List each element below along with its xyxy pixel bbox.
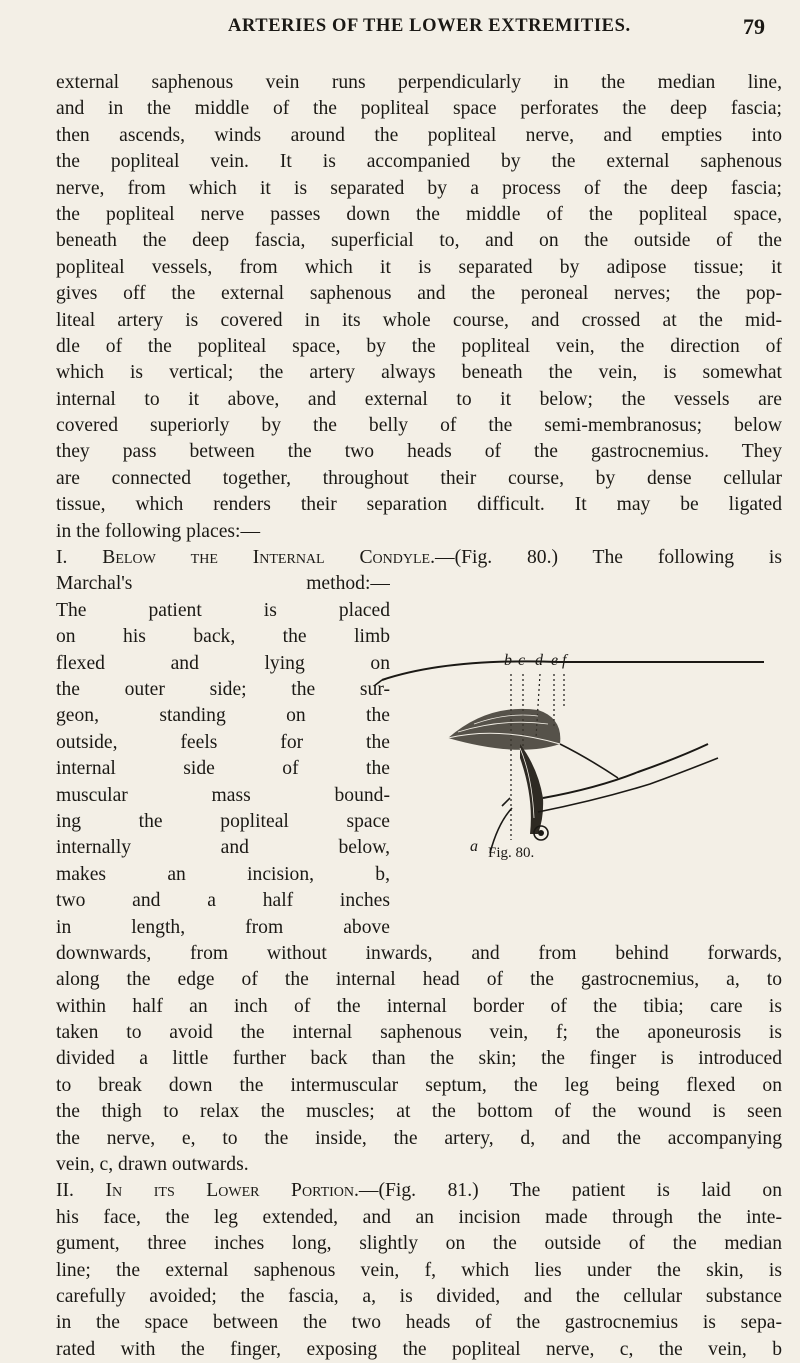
text-line: along the edge of the internal head of the gastrocnemius, a, to [56, 969, 782, 991]
text-line: beneath the deep fascia, superficial to, and on the outside of the [56, 230, 782, 252]
text-line: Marchal's method:— [56, 573, 390, 595]
section-1-first-line: I. Below the Internal Condyle.—(Fig. 80.) The following is [56, 547, 782, 569]
text-line: the thigh to relax the muscles; at the bottom of the wound is seen [56, 1101, 782, 1123]
text-line: flexed and lying on [56, 652, 390, 674]
text-line: gives off the external saphenous and the peroneal nerves; the pop- [56, 283, 782, 305]
text-line: internally and below, [56, 837, 390, 859]
text-line: in length, from above [56, 916, 390, 938]
fig-letter-e: e [551, 652, 559, 669]
text-line: external saphenous vein runs perpendicularly in the median line, [56, 72, 782, 93]
paragraph-1 [56, 70, 782, 545]
text-line: on his back, the limb [56, 626, 390, 648]
text-line: outside, feels for the [56, 731, 390, 753]
text-line: rated with the finger, exposing the popliteal nerve, c, the vein, b [56, 1338, 782, 1360]
text-line: two and a half inches [56, 890, 390, 912]
page-number: 79 [743, 14, 765, 39]
running-head [0, 14, 800, 44]
text-line: downwards, from without inwards, and from behind forwards, [56, 942, 782, 964]
text-line: nerve, from which it is separated by a process of the deep fascia; [56, 177, 782, 199]
section-2-heading: II. In its Lower Portion. [56, 1180, 359, 1202]
text-line: in the space between the two heads of the gastrocnemius is sepa- [56, 1312, 782, 1334]
running-title: ARTERIES OF THE LOWER EXTREMITIES. [228, 16, 631, 36]
text-line: tissue, which renders their separation difficult. It may be ligated [56, 494, 782, 516]
text-line: the nerve, e, to the inside, the artery, d, and the accompanying [56, 1127, 782, 1149]
text-line: his face, the leg extended, and an incision made through the inte- [56, 1206, 782, 1228]
text-line: divided a little further back than the skin; the finger is introduced [56, 1048, 782, 1070]
text-line: the popliteal vein. It is accompanied by the external saphenous [56, 151, 782, 173]
fig-letter-b: b [504, 652, 512, 669]
text-line: to break down the intermuscular septum, the leg being flexed on [56, 1074, 782, 1096]
text-line: internal to it above, and external to it below; the vessels are [56, 388, 782, 410]
text-line: liteal artery is covered in its whole course, and crossed at the mid- [56, 309, 782, 331]
text-line: muscular mass bound- [56, 784, 390, 806]
text-line: are connected together, throughout their course, by dense cellular [56, 467, 782, 489]
section-1-rest [56, 941, 782, 1179]
section-2-rest [56, 1205, 782, 1363]
text-line: dle of the popliteal space, by the popliteal vein, the direction of [56, 335, 782, 357]
text-line: The patient is placed [56, 599, 390, 621]
text-line: which is vertical; the artery always beneath the vein, is somewhat [56, 362, 782, 384]
text-line: the popliteal nerve passes down the middle of the popliteal space, [56, 203, 782, 225]
text-line: ing the popliteal space [56, 810, 390, 832]
figure-caption: Fig. 80. [488, 845, 535, 861]
text-line: popliteal vessels, from which it is separated by adipose tissue; it [56, 256, 782, 278]
text-line: and in the middle of the popliteal space perforates the deep fascia; [56, 98, 782, 120]
text-line: in the following places:— [56, 520, 261, 542]
figure-letters [298, 648, 764, 870]
text-line: the outer side; the sur- [56, 678, 390, 700]
text-line: they pass between the two heads of the gastrocnemius. They [56, 441, 782, 463]
text-line: taken to avoid the internal saphenous vein, f; the aponeurosis is [56, 1022, 782, 1044]
text-line: makes an incision, b, [56, 863, 390, 885]
figure-80 [298, 648, 764, 870]
fig-letter-d: d [535, 652, 543, 669]
text-line: carefully avoided; the fascia, a, is divided, and the cellular substance [56, 1285, 782, 1307]
text-line: within half an inch of the internal border of the tibia; care is [56, 995, 782, 1017]
text-line: geon, standing on the [56, 705, 390, 727]
fig-letter-a: a [470, 838, 478, 855]
text-line: internal side of the [56, 758, 390, 780]
text-line: then ascends, winds around the popliteal nerve, and empties into [56, 124, 782, 146]
text-line: gument, three inches long, slightly on the outside of the median [56, 1233, 782, 1255]
section-2-first-line: II. In its Lower Portion.—(Fig. 81.) The patient is laid on [56, 1180, 782, 1202]
fig-letter-c: c [518, 652, 526, 669]
text-line: vein, c, drawn outwards. [56, 1154, 249, 1176]
text-line: covered superiorly by the belly of the semi-membranosus; below [56, 415, 782, 437]
text-line: line; the external saphenous vein, f, which lies under the skin, is [56, 1259, 782, 1281]
fig-letter-f: f [562, 652, 567, 669]
section-1-heading: I. Below the Internal Condyle. [56, 547, 435, 569]
